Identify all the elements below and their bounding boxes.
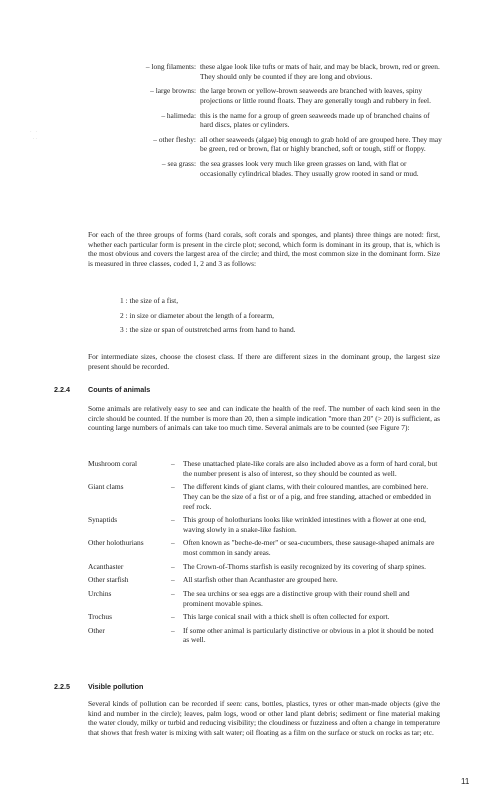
algae-definition: the large brown or yellow-brown seaweeds are branched with leaves, spiny projections or little round floats. They are generally tough and rubbery in feel. <box>200 86 431 105</box>
animal-item <box>88 538 440 557</box>
dash: – <box>171 588 175 598</box>
dash: – <box>171 561 175 571</box>
section-heading-counts <box>54 385 150 394</box>
animal-name: Other holothurians <box>88 538 144 548</box>
animal-description: These unattached plate-like corals are also included above as a form of hard coral, but the number present is also of interest, so they should be counted as well. <box>183 459 438 478</box>
section-title: Visible pollution <box>88 682 144 691</box>
animal-item <box>88 589 440 608</box>
animal-name: Mushroom coral <box>88 459 138 468</box>
size-class-item: 1 : the size of a fist, <box>120 296 179 305</box>
animal-name: Giant clams <box>88 482 124 492</box>
algae-term: – halimeda: <box>161 110 196 120</box>
animal-description: The Crown-of-Thorns starfish is easily recognized by its covering of sharp spines. <box>183 561 427 571</box>
animal-description: If some other animal is particularly distinctive or obvious in a plot it should be noted as well. <box>183 625 434 645</box>
algae-item <box>118 86 443 105</box>
animal-description: Often known as "beche-de-mer" or sea-cucumbers, these sausage-shaped animals are most common in sandy areas. <box>183 538 435 557</box>
animal-name: Other starfish <box>88 575 129 585</box>
animal-name: Acanthaster <box>88 561 124 571</box>
dash: – <box>171 612 175 622</box>
paragraph-intermediate: For intermediate sizes, choose the closest class. If there are different sizes in the dominant group, the largest size present should be recorded. <box>88 352 440 371</box>
size-class-item: 2 : in size or diameter about the length of a forearm, <box>120 310 274 320</box>
algae-definition-list <box>118 62 443 183</box>
size-class-list <box>120 296 440 340</box>
animal-item <box>88 515 440 534</box>
scan-specks-decoration: · · · · <box>30 130 38 142</box>
algae-term: – other fleshy: <box>153 134 196 144</box>
dash: – <box>171 515 175 525</box>
algae-term: – large browns: <box>150 86 196 96</box>
section-number: 2.2.5 <box>54 682 70 691</box>
algae-item <box>118 62 443 81</box>
algae-definition: these algae look like tufts or mats of hair, and may be black, brown, red or green. They should only be counted if they are long and obvious. <box>200 62 440 81</box>
animal-description: All starfish other than Acanthaster are grouped here. <box>183 575 338 585</box>
paragraph-pollution: Several kinds of pollution can be recorded if seen: cans, bottles, plastics, tyres or other man-made objects (give the kind and number in the circle); leaves, palm logs, wood or other land plant debris; sediment or fine material making the water cloudy, milky or turbid and reducing visibility; the cloudiness or fuzziness and often a change in temperature that shows that fresh water is mixing with salt water; oil floating as a film on the surface or stuck on rocks as tar; etc. <box>88 699 440 737</box>
dash: – <box>171 538 175 548</box>
animal-item <box>88 482 440 511</box>
size-class-item: 3 : the size or span of outstretched arms from hand to hand. <box>120 325 296 335</box>
animal-name: Other <box>88 625 105 635</box>
animal-name: Synaptids <box>88 515 118 525</box>
section-number: 2.2.4 <box>54 385 70 394</box>
page-number: 11 <box>461 777 470 786</box>
algae-definition: the sea grasses look very much like green grasses on land, with flat or occasionally cylindrical blades. They usually grow rooted in sand or mud. <box>200 159 419 178</box>
animal-list <box>88 459 440 649</box>
algae-item <box>118 135 443 154</box>
section-title: Counts of animals <box>88 385 151 394</box>
algae-item <box>118 159 443 178</box>
animal-item <box>88 575 440 585</box>
paragraph-forms: For each of the three groups of forms (hard corals, soft corals and sponges, and plants) three things are noted: first, whether each particular form is present in the circle plot; second, which form is dominant in its group, that is, which is the most obvious and covers the largest area of the circle; and third, the most common size in the dominant form. Size is measured in three classes, coded 1, 2 and 3 as follows: <box>88 230 440 268</box>
animal-name: Trochus <box>88 612 112 622</box>
animal-description: This large conical snail with a thick shell is often collected for export. <box>183 612 390 622</box>
algae-term: – long filaments: <box>145 62 196 71</box>
dash: – <box>171 482 175 492</box>
animal-item <box>88 459 440 478</box>
animal-item <box>88 562 440 572</box>
animal-name: Urchins <box>88 588 112 598</box>
paragraph-counts: Some animals are relatively easy to see and can indicate the health of the reef. The number of each kind seen in the circle should be counted. If the number is more than 20, then a simple indication "more than 20" (> 20) is sufficient, as counting large numbers of animals can take too much time. Several animals are to be counted (see Figure 7): <box>88 404 440 433</box>
animal-description: The different kinds of giant clams, with their coloured mantles, are combined here. They can be the size of a fist or of a pig, and free standing, attached or embedded in reef rock. <box>183 482 431 511</box>
algae-item <box>118 111 443 130</box>
animal-item <box>88 612 440 622</box>
dash: – <box>171 575 175 585</box>
section-heading-pollution <box>54 682 143 691</box>
algae-definition: all other seaweeds (algae) big enough to grab hold of are grouped here. They may be green, red or brown, flat or highly branched, soft or tough, stiff or floppy. <box>200 134 442 154</box>
animal-item <box>88 626 440 645</box>
algae-term: – sea grass: <box>161 159 196 168</box>
animal-description: The sea urchins or sea eggs are a distinctive group with their round shell and prominent movable spines. <box>183 588 410 608</box>
dash: – <box>171 459 175 468</box>
animal-description: This group of holothurians looks like wrinkled intestines with a flower at one end, waving slowly in a snake-like fashion. <box>183 515 427 534</box>
algae-definition: this is the name for a group of green seaweeds made up of branched chains of hard discs, plates or cylinders. <box>200 110 430 130</box>
dash: – <box>171 625 175 635</box>
